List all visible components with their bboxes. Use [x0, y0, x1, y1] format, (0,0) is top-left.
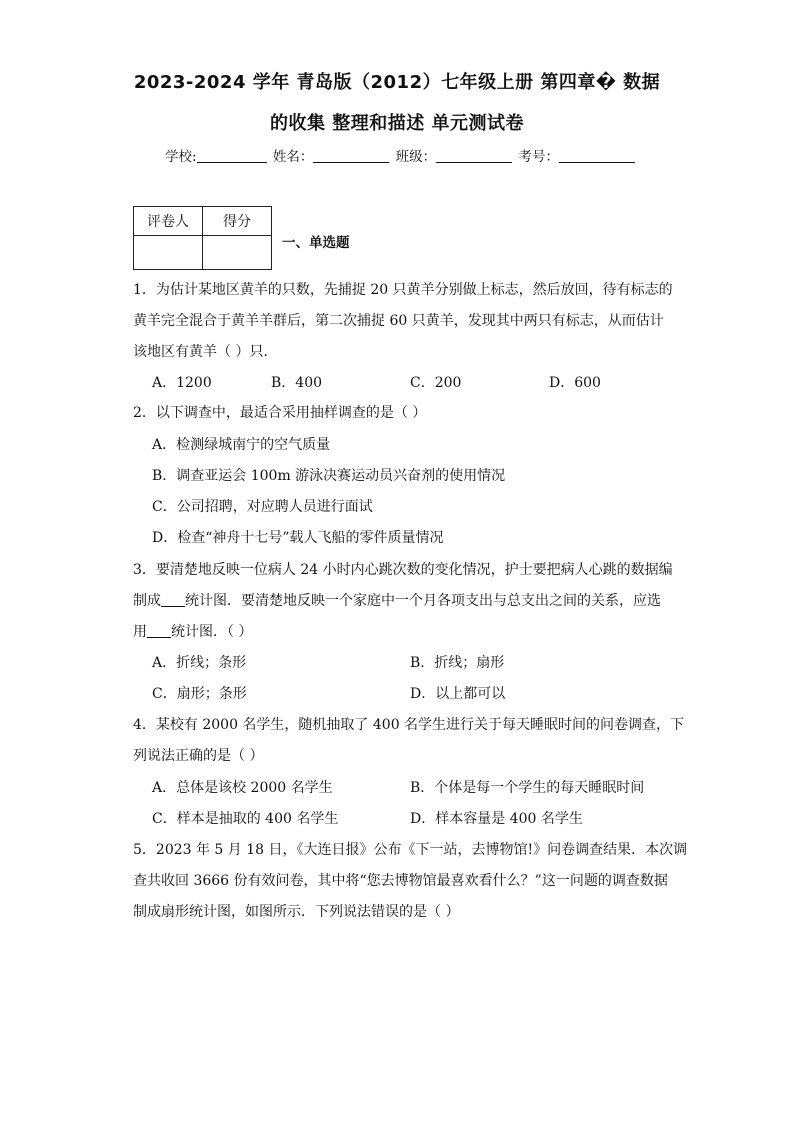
grader-cell[interactable]: [134, 236, 203, 270]
q5-line-1: 5．2023 年 5 月 18 日，《大连日报》公布《下一站，去博物馆!》问卷调查结果．本次调: [133, 842, 688, 858]
exam-title-line-2: 的收集 整理和描述 单元测试卷: [269, 113, 525, 134]
q3-line-2-start: 制成: [133, 593, 161, 609]
q1-line-1: 1．为估计某地区黄羊的只数，先捕捉 20 只黄羊分别做上标志，然后放回，待有标志的: [133, 282, 673, 298]
q3-line-3-end: 统计图．（ ）: [171, 624, 253, 640]
score-table: [133, 206, 272, 270]
school-label: 学校:: [165, 149, 197, 165]
q3-blank-1[interactable]: [161, 592, 185, 607]
q2-line-1: 2．以下调查中，最适合采用抽样调查的是（ ）: [133, 405, 427, 421]
q1-option-b[interactable]: B．400: [271, 375, 323, 391]
q2-option-d[interactable]: D．检查“神舟十七号”载人飞船的零件质量情况: [152, 530, 444, 546]
q1-option-d[interactable]: D．600: [549, 375, 601, 391]
exam-no-label: 考号：: [518, 149, 559, 165]
school-blank[interactable]: [197, 149, 267, 163]
q1-line-2: 黄羊完全混合于黄羊羊群后，第二次捕捉 60 只黄羊，发现其中两只有标志，从而估计: [133, 313, 664, 329]
q5-line-2: 查共收回 3666 份有效问卷，其中将“您去博物馆最喜欢看什么？”这一问题的调查数据: [133, 873, 668, 889]
q1-option-a[interactable]: A．1200: [152, 375, 212, 391]
q2-option-a[interactable]: A．检测绿城南宁的空气质量: [152, 437, 331, 453]
q4-option-a[interactable]: A．总体是该校 2000 名学生: [152, 780, 333, 796]
exam-title-line-1: 2023-2024 学年 青岛版（2012）七年级上册 第四章� 数据: [133, 72, 661, 93]
q2-option-c[interactable]: C．公司招聘，对应聘人员进行面试: [152, 499, 373, 515]
q4-option-c[interactable]: C．样本是抽取的 400 名学生: [152, 811, 339, 827]
q3-line-2-end: 统计图．要清楚地反映一个家庭中一个月各项支出与总支出之间的关系，应选: [185, 593, 661, 609]
q3-line-3-start: 用: [133, 624, 147, 640]
q4-option-b[interactable]: B．个体是每一个学生的每天睡眠时间: [410, 780, 645, 796]
q5-line-3: 制成扇形统计图，如图所示．下列说法错误的是（ ）: [133, 904, 460, 920]
q3-line-3: [133, 623, 252, 641]
student-info-row: [165, 145, 645, 165]
q1-line-3: 该地区有黄羊（ ）只．: [133, 344, 278, 360]
q3-line-1: 3．要清楚地反映一位病人 24 小时内心跳次数的变化情况，护士要把病人心跳的数据编: [133, 562, 673, 578]
name-label: 姓名：: [272, 149, 314, 165]
q3-line-2: [133, 592, 661, 610]
exam-no-blank[interactable]: [559, 149, 635, 163]
name-blank[interactable]: [313, 149, 389, 163]
q4-option-d[interactable]: D．样本容量是 400 名学生: [410, 811, 583, 827]
grader-header: 评卷人: [134, 207, 203, 236]
q3-blank-2[interactable]: [147, 623, 171, 638]
q3-option-d[interactable]: D．以上都可以: [410, 686, 506, 702]
q3-option-a[interactable]: A．折线；条形: [152, 655, 247, 671]
class-label: 班级：: [395, 149, 437, 165]
class-blank[interactable]: [436, 149, 512, 163]
q2-option-b[interactable]: B．调查亚运会 100m 游泳决赛运动员兴奋剂的使用情况: [152, 468, 506, 484]
q3-option-b[interactable]: B．折线；扇形: [410, 655, 505, 671]
section-title: 一、单选题: [282, 235, 350, 251]
q1-option-c[interactable]: C．200: [410, 375, 462, 391]
q4-line-2: 列说法正确的是（ ）: [133, 748, 264, 764]
score-header: 得分: [203, 207, 272, 236]
q4-line-1: 4．某校有 2000 名学生，随机抽取了 400 名学生进行关于每天睡眠时间的问卷调查，下: [133, 717, 685, 733]
q3-option-c[interactable]: C．扇形；条形: [152, 686, 247, 702]
score-cell[interactable]: [203, 236, 272, 270]
